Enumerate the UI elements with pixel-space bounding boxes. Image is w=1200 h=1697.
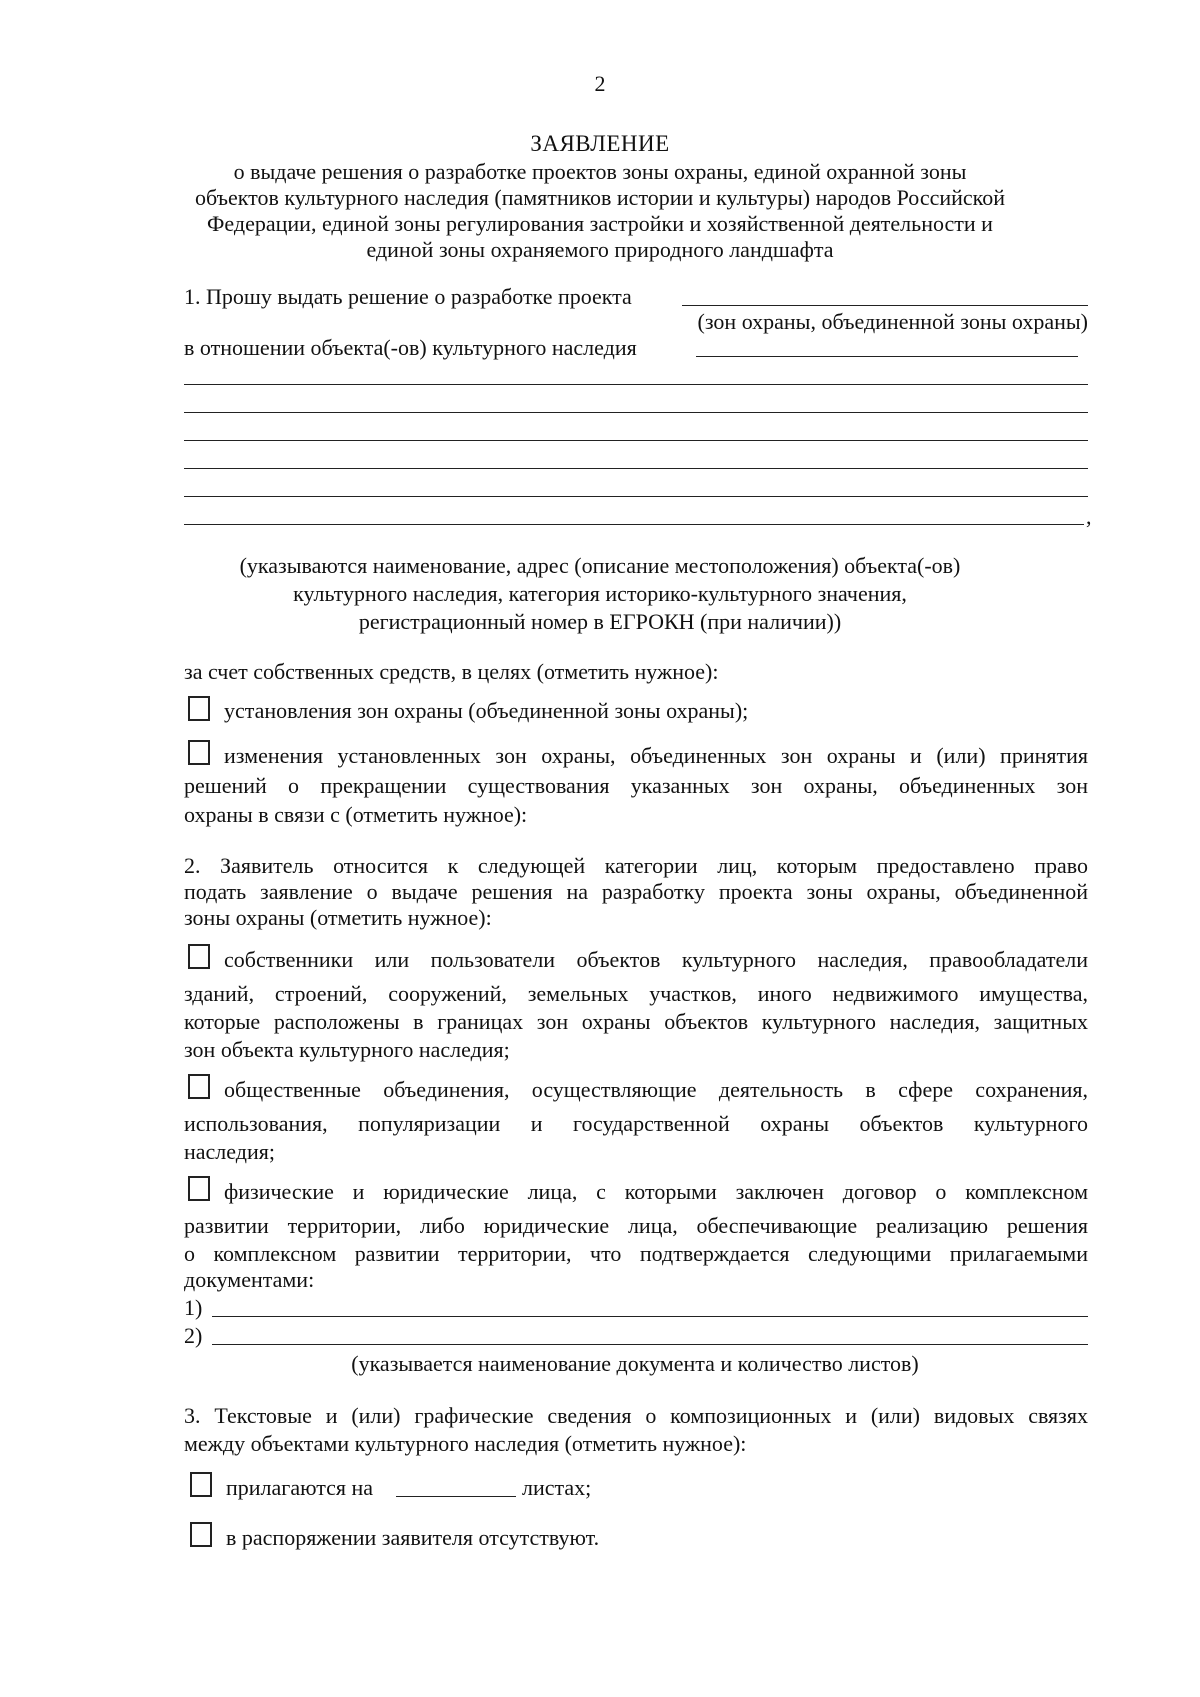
document-2-field[interactable] bbox=[212, 1344, 1088, 1345]
object-label: в отношении объекта(-ов) культурного наследия bbox=[184, 335, 637, 360]
option-attached-prefix: прилагаются на bbox=[226, 1475, 374, 1500]
checkbox-change-zones[interactable] bbox=[188, 740, 210, 765]
option-development-contract-line-2: развитии территории, либо юридические лица, обеспечивающие реализацию решения bbox=[184, 1213, 1088, 1238]
section2-intro-line-2: подать заявление о выдаче решения на разработку проекта зоны охраны, объединенной bbox=[184, 879, 1088, 904]
object-hint-line-3: регистрационный номер в ЕГРОКН (при наличии)) bbox=[358, 609, 842, 634]
checkbox-attached[interactable] bbox=[190, 1472, 212, 1497]
subtitle-line-3: Федерации, единой зоны регулирования застройки и хозяйственной деятельности и bbox=[207, 211, 993, 236]
option-owners-line-4: зон объекта культурного наследия; bbox=[184, 1037, 510, 1062]
checkbox-development-contract[interactable] bbox=[188, 1176, 210, 1201]
option-public-associations-line-3: наследия; bbox=[184, 1139, 275, 1164]
option-owners-line-3: которые расположены в границах зон охраны объектов культурного наследия, защитных bbox=[184, 1009, 1088, 1034]
document-2-label: 2) bbox=[184, 1323, 203, 1348]
section2-intro-line-3: зоны охраны (отметить нужное): bbox=[184, 905, 492, 930]
funding-text: за счет собственных средств, в целях (отметить нужное): bbox=[184, 659, 719, 684]
checkbox-absent[interactable] bbox=[190, 1522, 212, 1547]
object-field-line-6[interactable] bbox=[184, 496, 1088, 497]
option-owners-line-2: зданий, строений, сооружений, земельных участков, иного недвижимого имущества, bbox=[184, 981, 1088, 1006]
option-attached-suffix: листах; bbox=[522, 1475, 592, 1500]
subtitle-line-1: о выдаче решения о разработке проектов зоны охраны, единой охранной зоны bbox=[233, 159, 967, 184]
option-change-zones-line-1: изменения установленных зон охраны, объединенных зон охраны и (или) принятия bbox=[224, 743, 1088, 768]
object-field-line-3[interactable] bbox=[184, 412, 1088, 413]
option-absent: в распоряжении заявителя отсутствуют. bbox=[226, 1525, 600, 1550]
option-change-zones-line-3: охраны в связи с (отметить нужное): bbox=[184, 802, 528, 827]
section3-intro-line-2: между объектами культурного наследия (отметить нужное): bbox=[184, 1431, 747, 1456]
checkbox-public-associations[interactable] bbox=[188, 1074, 210, 1099]
object-hint-line-1: (указываются наименование, адрес (описание местоположения) объекта(-ов) bbox=[239, 553, 961, 578]
trailing-comma: , bbox=[1086, 504, 1092, 529]
checkbox-establish-zones[interactable] bbox=[188, 696, 210, 721]
option-establish-zones: установления зон охраны (объединенной зоны охраны); bbox=[224, 698, 749, 723]
object-field-line-7[interactable] bbox=[184, 524, 1084, 525]
option-owners-line-1: собственники или пользователи объектов культурного наследия, правообладатели bbox=[224, 947, 1088, 972]
object-field-line-1[interactable] bbox=[696, 356, 1078, 357]
subtitle-line-4: единой зоны охраняемого природного ландшафта bbox=[366, 237, 834, 262]
object-hint-line-2: культурного наследия, категория историко-культурного значения, bbox=[293, 581, 907, 606]
option-public-associations-line-2: использования, популяризации и государственной охраны объектов культурного bbox=[184, 1111, 1088, 1136]
object-field-line-4[interactable] bbox=[184, 440, 1088, 441]
document-title: ЗАЯВЛЕНИЕ bbox=[530, 131, 670, 156]
document-1-field[interactable] bbox=[212, 1316, 1088, 1317]
subtitle-line-2: объектов культурного наследия (памятников истории и культуры) народов Российской bbox=[194, 185, 1006, 210]
document-hint: (указывается наименование документа и количество листов) bbox=[351, 1351, 919, 1376]
section3-intro-line-1: 3. Текстовые и (или) графические сведения о композиционных и (или) видовых связях bbox=[184, 1403, 1088, 1428]
project-type-hint: (зон охраны, объединенной зоны охраны) bbox=[697, 309, 1088, 334]
option-development-contract-line-4: документами: bbox=[184, 1267, 315, 1292]
page-number: 2 bbox=[594, 71, 606, 96]
object-field-line-2[interactable] bbox=[184, 384, 1088, 385]
sheets-count-field[interactable] bbox=[396, 1496, 516, 1497]
option-development-contract-line-1: физические и юридические лица, с которыми заключен договор о комплексном bbox=[224, 1179, 1088, 1204]
project-type-field[interactable] bbox=[682, 305, 1088, 306]
document-1-label: 1) bbox=[184, 1295, 203, 1320]
checkbox-owners[interactable] bbox=[188, 944, 210, 969]
option-development-contract-line-3: о комплексном развитии территории, что подтверждается следующими прилагаемыми bbox=[184, 1241, 1088, 1266]
section2-intro-line-1: 2. Заявитель относится к следующей категории лиц, которым предоставлено право bbox=[184, 853, 1088, 878]
request-label: 1. Прошу выдать решение о разработке проекта bbox=[184, 284, 632, 309]
option-public-associations-line-1: общественные объединения, осуществляющие деятельность в сфере сохранения, bbox=[224, 1077, 1088, 1102]
option-change-zones-line-2: решений о прекращении существования указанных зон охраны, объединенных зон bbox=[184, 773, 1088, 798]
object-field-line-5[interactable] bbox=[184, 468, 1088, 469]
